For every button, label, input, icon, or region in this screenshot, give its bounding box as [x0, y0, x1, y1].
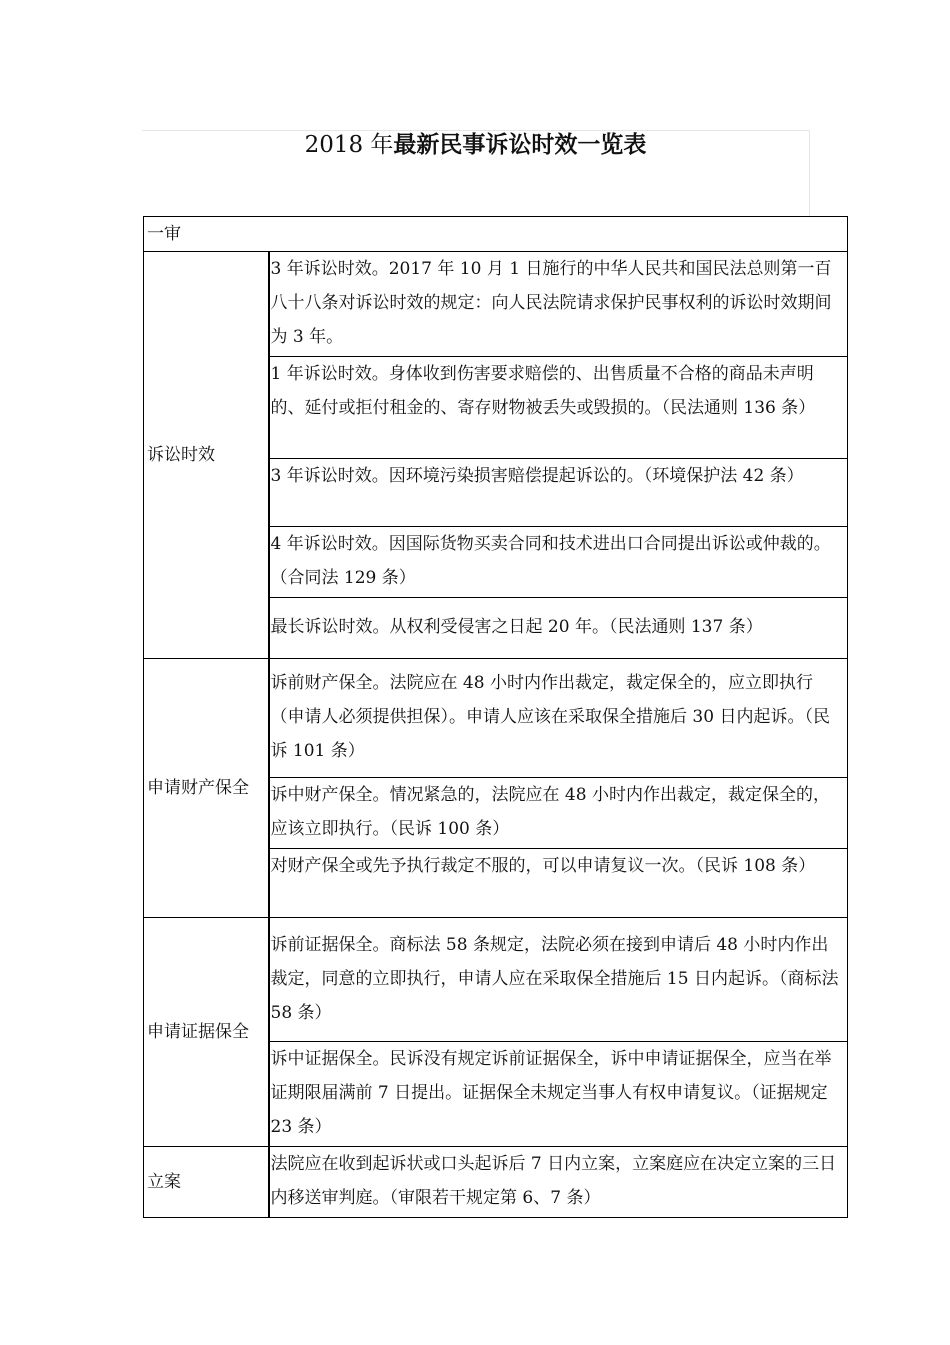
page-title	[142, 131, 809, 159]
section-label-filing: 立案	[144, 1147, 269, 1218]
table-header-row	[144, 217, 848, 252]
table-row	[144, 918, 848, 1042]
table-row	[144, 1147, 848, 1218]
section-label-property-preservation: 申请财产保全	[144, 659, 269, 918]
table-header-cell: 一审	[144, 217, 848, 252]
table-cell: 法院应在收到起诉状或口头起诉后 7 日内立案，立案庭应在决定立案的三日内移送审判庭。（审限若干规定第 6、7 条）	[269, 1147, 848, 1218]
title-box	[142, 130, 810, 216]
table-row	[144, 252, 848, 357]
section-label-evidence-preservation: 申请证据保全	[144, 918, 269, 1147]
table-cell: 诉前财产保全。法院应在 48 小时内作出裁定，裁定保全的，应立即执行（申请人必须提供担保）。申请人应该在采取保全措施后 30 日内起诉。（民诉 101 条）	[269, 659, 848, 778]
table-cell: 诉中证据保全。民诉没有规定诉前证据保全，诉中申请证据保全，应当在举证期限届满前 7 日提出。证据保全未规定当事人有权申请复议。（证据规定 23 条）	[269, 1042, 848, 1147]
title-main: 最新民事诉讼时效一览表	[393, 132, 647, 158]
table-cell: 3 年诉讼时效。2017 年 10 月 1 日施行的中华人民共和国民法总则第一百八十八条对诉讼时效的规定：向人民法院请求保护民事权利的诉讼时效期间为 3 年。	[269, 252, 848, 357]
table-cell: 对财产保全或先予执行裁定不服的，可以申请复议一次。（民诉 108 条）	[269, 849, 848, 918]
table-cell: 最长诉讼时效。从权利受侵害之日起 20 年。（民法通则 137 条）	[269, 598, 848, 659]
statute-table	[143, 216, 848, 1218]
table-row	[144, 659, 848, 778]
title-year: 2018 年	[304, 132, 394, 158]
table-cell: 4 年诉讼时效。因国际货物买卖合同和技术进出口合同提出诉讼或仲裁的。（合同法 129 条）	[269, 527, 848, 598]
table-cell: 诉中财产保全。情况紧急的，法院应在 48 小时内作出裁定，裁定保全的，应该立即执行。（民诉 100 条）	[269, 778, 848, 849]
table-cell: 诉前证据保全。商标法 58 条规定，法院必须在接到申请后 48 小时内作出裁定，同意的立即执行，申请人应在采取保全措施后 15 日内起诉。（商标法 58 条）	[269, 918, 848, 1042]
table-cell: 1 年诉讼时效。身体收到伤害要求赔偿的、出售质量不合格的商品未声明的、延付或拒付租金的、寄存财物被丢失或毁损的。（民法通则 136 条）	[269, 357, 848, 459]
section-label-limitation: 诉讼时效	[144, 252, 269, 659]
table-cell: 3 年诉讼时效。因环境污染损害赔偿提起诉讼的。（环境保护法 42 条）	[269, 459, 848, 527]
